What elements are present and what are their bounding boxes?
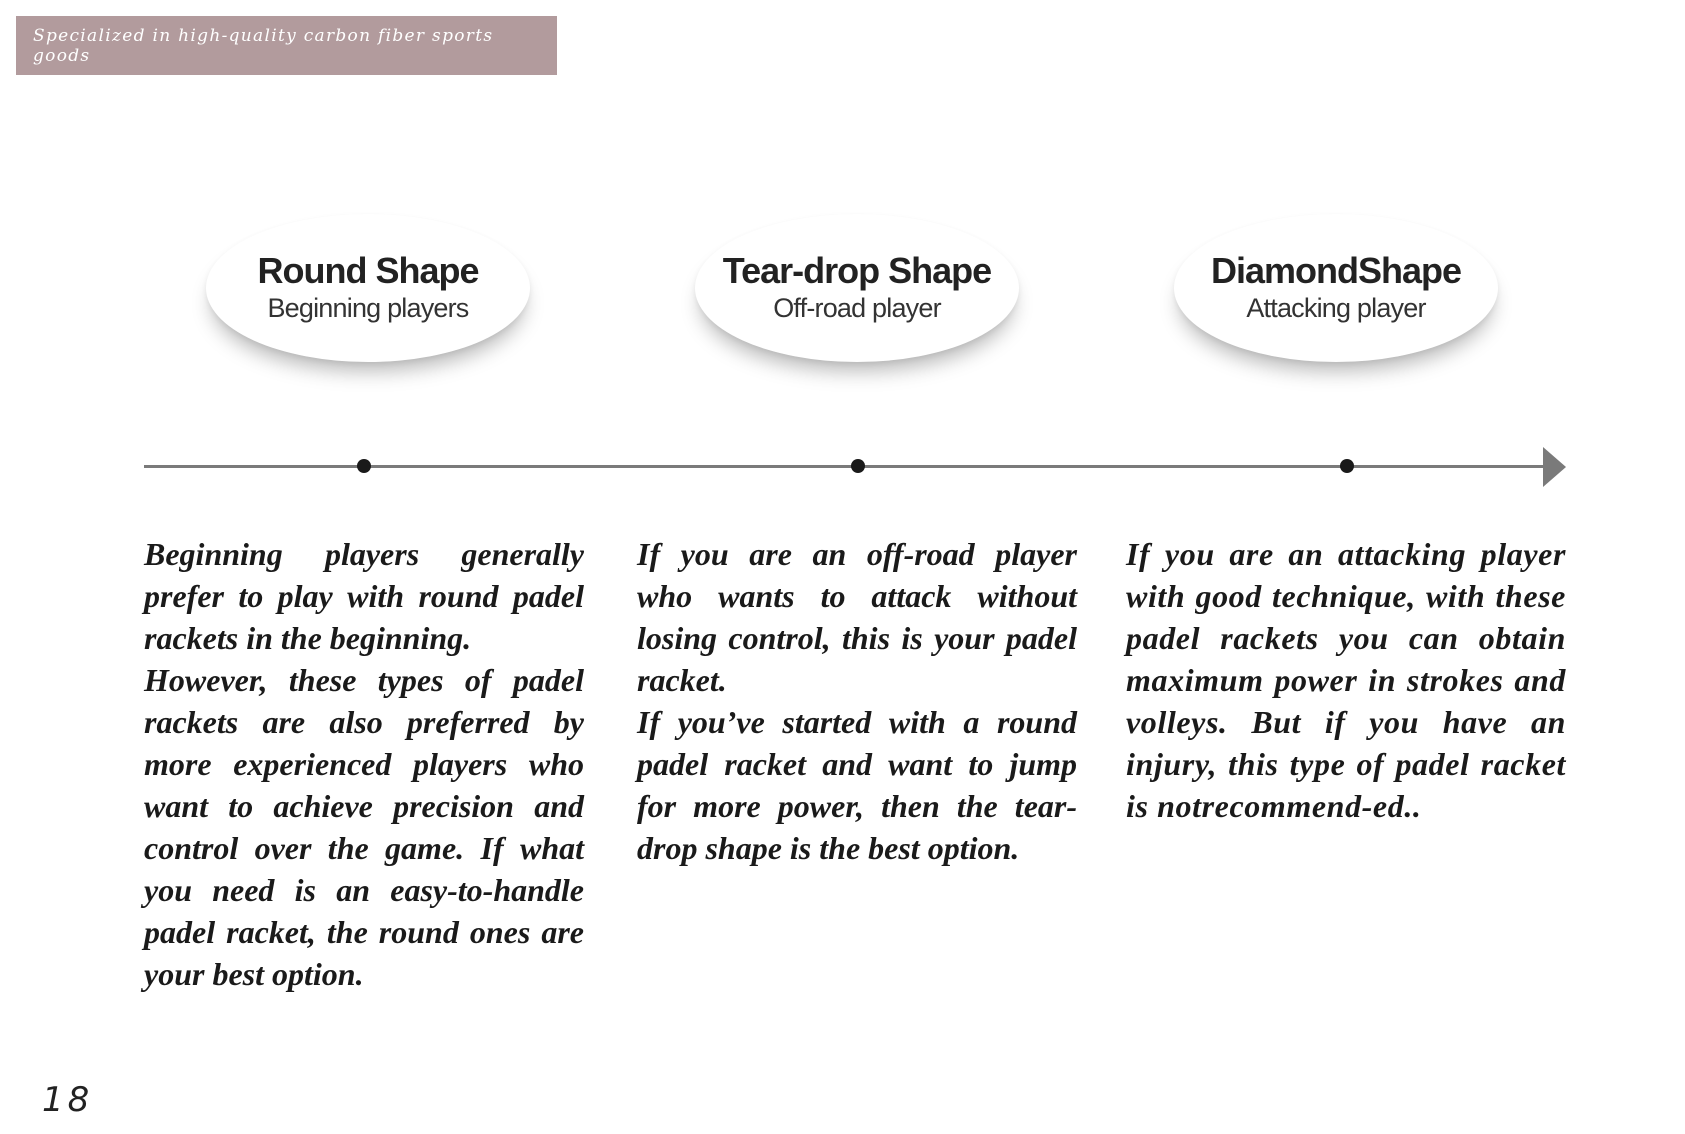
timeline-dot-diamond [1340,459,1354,473]
description-round [144,533,584,995]
shape-subtitle: Beginning players [267,293,469,323]
shape-subtitle: Attacking player [1246,293,1426,323]
shape-label-round [206,214,530,362]
timeline-arrow-head [1543,447,1566,487]
description-diamond [1126,533,1566,827]
timeline-dot-teardrop [851,459,865,473]
shape-subtitle: Off-road player [773,293,941,323]
page-number: 18 [42,1080,94,1120]
shape-title: Round Shape [257,250,479,291]
shape-label-diamond [1174,214,1498,362]
timeline-dot-round [357,459,371,473]
description-paragraph: If you are an off-road player who wants to attack without losing control, this is your padel racket. [637,536,1077,698]
description-paragraph: If you are an attacking player with good technique, with these padel rackets you can obtain maximum power in strokes and volleys. But if you have an injury, this type of padel racket is notrecommend-ed.. [1126,536,1566,824]
description-teardrop [637,533,1077,869]
shape-title: DiamondShape [1210,250,1462,291]
shape-title: Tear-drop Shape [722,250,992,291]
description-paragraph: However, these types of padel rackets are also preferred by more experienced players who want to achieve precision and control over the game. If what you need is an easy-to-handle padel racket, the round ones are your best option. [144,662,584,992]
timeline-line [144,465,1544,468]
description-paragraph: If you’ve started with a round padel racket and want to jump for more power, then the tear-drop shape is the best option. [637,704,1077,866]
header-banner [16,16,557,75]
description-paragraph: Beginning players generally prefer to play with round padel rackets in the beginning. [144,536,584,656]
shape-label-teardrop [695,214,1019,362]
banner-text: Specialized in high-quality carbon fiber sports goods [33,25,494,66]
